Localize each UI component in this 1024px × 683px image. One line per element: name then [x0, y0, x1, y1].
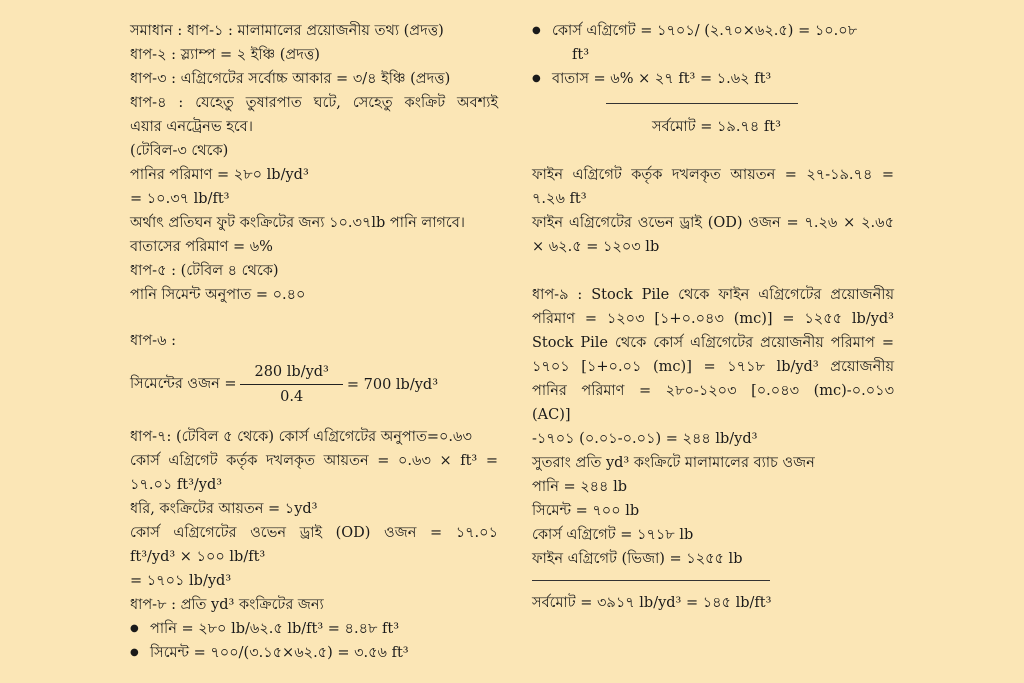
fraction-numerator: 280 lb/yd³ [240, 364, 342, 385]
fine-volume-value: ৭.২৬ ft³ [532, 191, 587, 207]
fraction-denominator: 0.4 [280, 389, 304, 405]
cement-fraction [240, 364, 342, 405]
batch-water: পানি = ২৪৪ lb [532, 479, 627, 495]
cement-weight-label: সিমেন্টের ওজন = [130, 375, 237, 392]
batch-cement: সিমেন্ট = ৭০০ lb [532, 503, 640, 519]
water-volume-item: ● পানি = ২৮০ lb/৬২.৫ lb/ft³ = ৪.৪৮ ft³ [150, 618, 498, 640]
water-amount: পানির পরিমাণ = ২৮০ lb/yd³ [130, 167, 309, 183]
water-adjust-result: -১৭০১ (০.০১-০.০১) = ২৪৪ lb/yd³ [532, 431, 758, 447]
cement-weight-equation [130, 364, 438, 405]
batch-weight-heading: সুতরাং প্রতি yd³ কংক্রিটে মালামালের ব্যাচ ওজন [532, 455, 815, 471]
coarse-volume-unit: ft³ [572, 47, 590, 63]
fine-od-result: × ৬২.৫ = ১২০৩ lb [532, 239, 660, 255]
fine-stockpile-amount: পরিমাণ = ১২০৩ [১+০.০৪৩ (mc)] = ১২৫৫ lb/yd³ [532, 311, 894, 327]
step-3-line: ধাপ-৩ : এগ্রিগেটের সর্বোচ্চ আকার = ৩/৪ ইঞ্চি (প্রদত্ত) [130, 71, 451, 87]
concrete-volume: ধরি, কংক্রিটের আয়তন = ১yd³ [130, 501, 318, 517]
step-2-line: ধাপ-২ : স্ল্যাম্প = ২ ইঞ্চি (প্রদত্ত) [130, 47, 320, 63]
batch-coarse: কোর্স এগ্রিগেট = ১৭১৮ lb [532, 527, 694, 543]
step-9-line: ধাপ-৯ : Stock Pile থেকে ফাইন এগ্রিগেটের প্রয়োজনীয় [532, 287, 894, 303]
grand-total: সর্বমোট = ৩৯১৭ lb/yd³ = ১৪৫ lb/ft³ [532, 595, 772, 611]
air-amount: বাতাসের পরিমাণ = ৬% [130, 239, 273, 255]
step-7-line: ধাপ-৭: (টেবিল ৫ থেকে) কোর্স এগ্রিগেটের অনুপাত=০.৬৩ [130, 429, 472, 445]
air-volume-item: ● বাতাস = ৬% × ২৭ ft³ = ১.৬২ ft³ [552, 68, 894, 90]
water-adjust-ac: (AC)] [532, 407, 571, 423]
wc-ratio: পানি সিমেন্ট অনুপাত = ০.৪০ [130, 287, 306, 303]
table-3-ref: (টেবিল-৩ থেকে) [130, 143, 229, 159]
step-6-line: ধাপ-৬ : [130, 333, 176, 349]
divider-line [606, 103, 798, 104]
fine-volume-line: ফাইন এগ্রিগেট কর্তৃক দখলকৃত আয়তন = ২৭-১৯.৭৪ = [532, 167, 894, 183]
step-8-line: ধাপ-৮ : প্রতি yd³ কংক্রিটের জন্য [130, 597, 324, 613]
water-note: অর্থাৎ প্রতিঘন ফুট কংক্রিটের জন্য ১০.৩৭lb পানি লাগবে। [130, 215, 465, 231]
coarse-volume-value: ১৭.০১ ft³/yd³ [130, 477, 223, 493]
step-4-cont: এয়ার এনট্রেনভ হবে। [130, 119, 253, 135]
step-4-line: ধাপ-৪ : যেহেতু তুষারপাত ঘটে, সেহেতু কংক্রিট অবশ্যই [130, 95, 498, 111]
step-1-line: সমাধান : ধাপ-১ : মালামালের প্রয়োজনীয় তথ্য (প্রদত্ত) [130, 23, 444, 39]
cement-weight-result: = 700 lb/yd³ [346, 376, 439, 393]
coarse-od-weight: কোর্স এগ্রিগেটের ওভেন ড্রাই (OD) ওজন = ১৭.০১ [130, 525, 498, 541]
fine-od-weight: ফাইন এগ্রিগেটের ওভেন ড্রাই (OD) ওজন = ৭.২৬ × ২.৬৫ [532, 215, 894, 231]
coarse-od-weight-cont: ft³/yd³ × ১০০ lb/ft³ [130, 549, 266, 565]
coarse-od-result: = ১৭০১ lb/yd³ [130, 573, 232, 589]
coarse-volume-line: কোর্স এগ্রিগেট কর্তৃক দখলকৃত আয়তন = ০.৬৩ × ft³ = [130, 453, 498, 469]
step-5-line: ধাপ-৫ : (টেবিল ৪ থেকে) [130, 263, 279, 279]
subtotal-line: সর্বমোট = ১৯.৭৪ ft³ [652, 119, 781, 135]
water-amount-ft: = ১০.৩৭ lb/ft³ [130, 191, 230, 207]
coarse-volume-item: ● কোর্স এগ্রিগেট = ১৭০১/ (২.৭০×৬২.৫) = ১০.০৮ [552, 20, 894, 42]
batch-fine: ফাইন এগ্রিগেট (ভিজা) = ১২৫৫ lb [532, 551, 743, 567]
coarse-stockpile-line: Stock Pile থেকে কোর্স এগ্রিগেটের প্রয়োজনীয় পরিমাপ = [532, 335, 894, 351]
total-divider [532, 580, 770, 581]
coarse-stockpile-amount: ১৭০১ [১+০.০১ (mc)] = ১৭১৮ lb/yd³ প্রয়োজনীয় [532, 359, 894, 375]
water-adjust-line: পানির পরিমাণ = ২৮০-১২০৩ [০.০৪৩ (mc)-০.০১৩ [532, 383, 894, 399]
cement-volume-item: ● সিমেন্ট = ৭০০/(৩.১৫×৬২.৫) = ৩.৫৬ ft³ [150, 642, 498, 664]
